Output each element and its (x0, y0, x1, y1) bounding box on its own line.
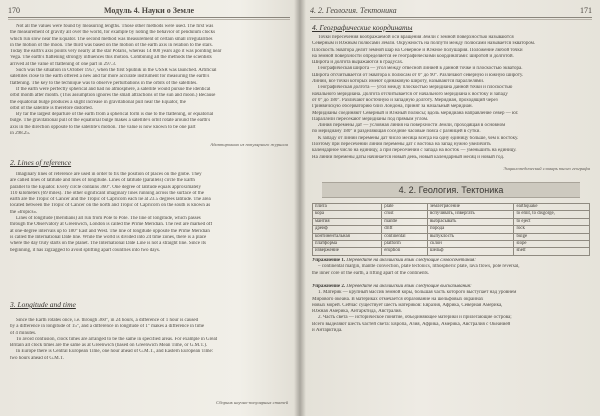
table-row (313, 226, 590, 233)
text-line: 2. Часть света — историческое понятие, объединяющее материки и прилегающие острова; (318, 315, 512, 321)
right-page-number: 171 (580, 6, 592, 15)
table-cell: mantle (382, 218, 428, 225)
text-line: at one-degree intervals up to 180° East and West. The line of longitude opposite the Prime Meridian (10, 228, 210, 234)
text-line: 1. Материк — крупный массив земной коры, большая часть которого выступает над уровнем (318, 290, 517, 296)
text-line: 110 kilometers (69 miles). The other significant imaginary lines running across the surface of the (10, 190, 204, 196)
text-line: the inner core of the earth, a rifting apart of the continents. (312, 270, 430, 276)
table-cell: continental (382, 233, 428, 240)
text-line: Северным и Южным полюсами Земли. Окружность на полпути между полюсами называется экватором. (312, 41, 536, 47)
exercise-2-task: Переведите на английский язык следующие высказывания: (346, 284, 472, 289)
text-line: Плоскость экватора делит земной шар на Северное и Южное полушария. Положение любой точки (312, 47, 523, 53)
text-line: earth are the Tropic of Cancer and the Tropic of Capricorn each lie at 23.5 degrees latitude. The area (10, 197, 211, 203)
table-row (313, 218, 590, 225)
text-line: flattening. The key to the technique was to observe perturbations in the orbits of the satellites. (10, 80, 198, 86)
text-line: Линии, все точки которых имеют одинаковую широту, называются параллелями. (312, 79, 485, 85)
text-line: orbit of the satellite is therefore distorted. (10, 105, 93, 111)
text-line: axis in the direction opposite to the satellite's motion. The value is now known to be one part (10, 124, 196, 130)
left-header-rule-secondary (8, 19, 290, 20)
left-running-title: Модуль 4. Науки о Земле (103, 6, 195, 15)
text-line: от 0° до 180°. Различают восточную и западную долготу. Меридиан, проходящий через (312, 97, 498, 103)
table-cell: мантия (313, 218, 382, 225)
exercise-2-label: Упражнение 2. (312, 284, 346, 289)
left-section3-caption: Сборник научно-популярных статей (216, 400, 288, 405)
table-cell: платформа (313, 241, 382, 248)
table-cell: platform (382, 241, 428, 248)
table-cell: плита (313, 204, 382, 211)
text-line: By far the largest departure of the earth from a spherical form is due to the flattening, or equatorial (16, 112, 214, 118)
table-row (313, 248, 590, 255)
table-row (313, 241, 590, 248)
right-running-title: 4. 2. Геология. Тектоника (310, 6, 397, 15)
table-cell: порода (428, 226, 514, 233)
table-cell: кора (313, 211, 382, 218)
text-line: по меридиану 180° и разделяющая соседние часовые пояса с разницей в сутки. (312, 129, 481, 135)
text-line: Линия перемены дат — условная линия на поверхности Земли, проходящая в основном (318, 123, 506, 129)
text-line: Мирового океана. В материках отмечается образование на шельфовых окраинах (312, 296, 484, 302)
text-line: bulge. The gravitational pull of the equatorial bulge makes a satellite's orbit rotate around the earth's (10, 118, 211, 124)
table-cell: извержение (313, 248, 382, 255)
left-page (0, 0, 298, 416)
text-line: To avoid confusion, clock times are arranged to be the same in specified areas. For example in Great (16, 336, 218, 342)
exercise-1-label: Упражнение 1. (312, 258, 346, 263)
left-intro-text (10, 24, 288, 137)
table-cell: crust (382, 211, 428, 218)
text-line: Гринвичскую обсерваторию близ Лондона, принят за начальный меридиан. (312, 104, 473, 110)
text-line: Меридианы соединяют Северный и Южный полюсы; вдоль меридиана направление север — юг. (312, 110, 519, 116)
section-heading-longitude-and-time: 3. Longitude and time (10, 300, 76, 309)
text-line: Параллели пересекают меридианы под прямым углом. (312, 116, 429, 122)
table-cell: выбрасывать (428, 218, 514, 225)
table-cell: землетрясение (428, 204, 514, 211)
text-line: the measurement of gravity all over the world, for example by noting the behavior of pendulum clocks (10, 30, 216, 36)
table-cell: to emit, to disgorge, (514, 211, 590, 218)
text-line: и Антарктида. (312, 328, 343, 334)
text-line: In Europe there is Central European Time, one hour ahead of G.M.T., and Eastern European Time: (16, 349, 214, 355)
text-line: located between the Tropic of Cancer on the north and Tropic of Capricorn on the south is known as (10, 203, 211, 209)
text-line: Lines of longitude (meridians) all run from Pole to Pole. The line of longitude, which passes (16, 216, 201, 222)
text-line: Imaginary lines of reference are used in order to fix the position of places on the globe. They (16, 172, 202, 177)
table-cell: склон (428, 241, 514, 248)
text-line: начального меридиана. Долгота отсчитывается от начального меридиана к востоку и западу (312, 91, 508, 97)
text-line: the «tropics». (10, 209, 38, 215)
text-line: are called lines of latitude and lines of longitude. Lines of latitude (parallels) circle the Earth (10, 178, 195, 184)
text-line: where the day truly starts on the planet. The International Date Line is not a straight line. Since its (10, 241, 206, 247)
table-cell: выпуклость (428, 233, 514, 240)
left-header-rule (8, 17, 290, 18)
text-line: Поэтому при пересечении линии перемены дат с востока на запад нужно увеличить (312, 142, 491, 148)
table-row (313, 204, 590, 211)
table-cell: drift (382, 226, 428, 233)
text-line: the equatorial bulge produces a slight increase in gravitational pull near the Equator, the (10, 99, 186, 105)
table-row (313, 233, 590, 240)
text-line: Точки пересечения воображаемой оси вращения Земли с земной поверхностью называются (318, 35, 514, 40)
text-line: Всего выделяют шесть частей света: Европа, Азия, Африка, Америка, Австралия с Океанией (312, 321, 511, 327)
table-cell: bulge (514, 233, 590, 240)
text-line: by a difference in longitude of 15°, and a difference in longitude of 1° makes a difference in time (10, 324, 205, 330)
table-cell: slope (514, 241, 590, 248)
left-intro-caption: Адаптировано из популярного журнала (210, 142, 288, 147)
text-line: Britain all clock times are the same as at Greenwich (based on Greenwich Mean Time, or G.M.T.). (10, 343, 208, 349)
text-line: is called the International Date line. While the world is divided into 24 time zones, there is a place (10, 234, 207, 240)
right-section4-caption: Энциклопедический словарь юного географа (503, 166, 590, 171)
text-line: which run slow near the Equator. The second method was measurement of certain small irregularities (10, 36, 213, 42)
table-row (313, 211, 590, 218)
longitude-and-time-text (10, 318, 288, 362)
text-line: Географическая широта — угол между отвесной линией в данной точке и плоскостью экватора. (318, 66, 523, 72)
exercise-2 (312, 284, 590, 334)
text-line: – continental margin, mantle convection, plate tectonics, lithospheric plate, lava flows, pole reversal, (318, 264, 520, 270)
text-line: К западу от линии перемены дат число месяца всегда на одну единицу больше, чем к востоку. (318, 135, 519, 141)
text-line: Широта отсчитывается от экватора к полюсам от 0° до 90°. Различают северную и южную широту. (312, 72, 524, 78)
table-cell: eruption (382, 248, 428, 255)
exercise-1-task: Переведите на английский язык следующие словосочетания: (346, 258, 476, 263)
lines-of-reference-text (10, 172, 288, 254)
text-line: through the Observatory at Greenwich, London is called the Prime Meridian. The rest are marked off (10, 222, 213, 228)
geographic-coordinates-text (312, 35, 590, 161)
text-line: на земной поверхности определяется её географическими координатами: широтой и долготой. (312, 53, 514, 59)
table-cell: вспучивать, извергать (428, 211, 514, 218)
table-cell: shelf (514, 248, 590, 255)
right-page (302, 0, 600, 416)
text-line: На линии перемены даты начинается новый день, новый календарный месяц и новый год. (312, 154, 505, 160)
text-line: beginning, it has zigzagged to avoid splitting apart countries into two days. (10, 247, 161, 253)
right-header-rule (310, 17, 592, 18)
table-cell: plate (382, 204, 428, 211)
text-line: two hours ahead of G.M.T. (10, 355, 64, 361)
text-line: orbit month after month. (This assumption ignores the small attractions of the sun and moon.) Because (10, 93, 216, 99)
text-line: in 298.25. (10, 131, 31, 137)
right-header-rule-secondary (310, 19, 592, 20)
table-cell: earthquake (514, 204, 590, 211)
text-line: Vega. The earth's flattening strongly influences this motion. Combining all the methods the scientists (10, 55, 212, 61)
text-line: Географическая долгота — угол между плоскостью меридиана данной точки и плоскостью (318, 85, 513, 91)
text-line: of 4 minutes. (10, 330, 37, 336)
table-cell: шельф (428, 248, 514, 255)
text-line: Широта и долгота выражаются в градусах. (312, 60, 404, 66)
text-line: in the motion of the moon. The third was based on the motion of the earth axis in relation to the stars. (10, 42, 213, 48)
text-line: Such was the situation in October 1957, when the first Sputnik in the USSR was launched. Artificial (16, 68, 217, 74)
left-page-number: 170 (8, 6, 20, 15)
text-line: If the earth were perfectly spherical and had no atmosphere, a satellite would pursue the identical (16, 86, 211, 92)
text-line: Since the Earth rotates once, i.e. through 360°, in 24 hours, a difference of 1 hour is caused (16, 318, 199, 323)
table-cell: дрейф (313, 226, 382, 233)
text-line: satellites close to the earth offered a new and far more accurate instrument for measuring the earth's (10, 74, 210, 80)
table-cell: to eject (514, 218, 590, 225)
section-heading-lines-of-reference: 2. Lines of reference (10, 158, 72, 167)
text-line: календарное число на единицу, а при пересечении с запада на восток — уменьшить на единицу. (312, 148, 517, 154)
exercise-1 (312, 258, 590, 277)
chapter-title-bar: 4. 2. Геология. Тектоника (322, 182, 580, 198)
table-cell: континентальная (313, 233, 382, 240)
text-line: Южная Америка, Антарктида, Австралия. (312, 309, 402, 315)
vocabulary-table (312, 203, 590, 256)
table-cell: rock (514, 226, 590, 233)
text-line: Today the earth's axis points very nearly at the star Polaris, whereas 14 000 years ago it was pointing near (10, 49, 222, 55)
text-line: Not all the values were found by measuring lengths. Those other methods were used. The first was (16, 24, 214, 29)
text-line: parallel to the Equator. Every circle contains 360°. One degree of latitude equals approximately (10, 184, 201, 190)
text-line: новых морей. Сейчас существует шесть материков: Евразия, Африка, Северная Америка, (312, 302, 503, 308)
section-heading-geographic-coordinates: 4. Географические координаты (312, 23, 413, 32)
text-line: arrived at the value of flattening of one part in 297.3. (10, 61, 117, 67)
